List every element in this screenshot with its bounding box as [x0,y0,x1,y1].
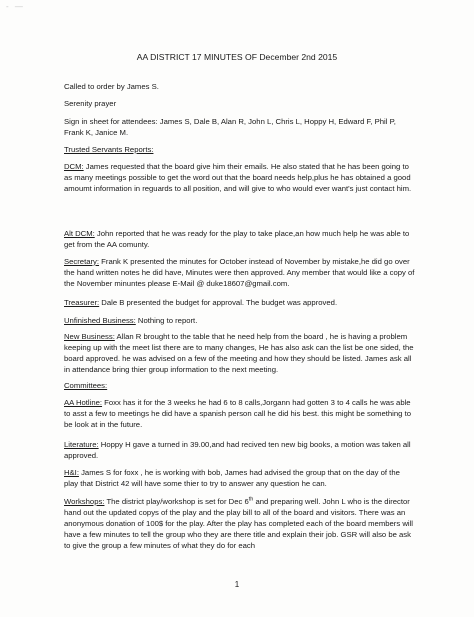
alt-dcm-report [64,229,416,251]
hi-report [64,468,416,490]
aa-hotline-text: Foxx has it for the 3 weeks he had 6 to 8 calls,Jorgann had gotten 3 to 4 calls he was able to asst a few to meetings he did have a spanish person call he did his best. this might be something to be look at in the future. [64,398,411,429]
hi-label: H&I: [64,468,79,477]
unfinished-business-report [64,316,416,327]
secretary-report [64,257,416,290]
aa-hotline-report [64,398,416,431]
sign-in-attendees: Sign in sheet for attendees: James S, Dale B, Alan R, John L, Chris L, Hoppy H, Edward F, Phil P, Frank K, Janice M. [64,117,396,137]
workshops-label: Workshops: [64,497,105,506]
workshops-superscript: th [248,496,254,503]
dcm-label: DCM: [64,162,84,171]
unfinished-business-label: Unfinished Business: [64,316,136,325]
alt-dcm-label: Alt DCM: [64,229,95,238]
treasurer-label: Treasurer: [64,298,100,307]
committees-heading: Committees: [64,381,108,390]
serenity-prayer: Serenity prayer [64,99,117,108]
hi-text: James S for foxx , he is working with bob, James had advised the group that on the day of the play that District 42 will have some thier to try to answer any question he can. [64,468,400,488]
minutes-title: AA DISTRICT 17 MINUTES OF December 2nd 2015 [136,52,338,62]
page-number: 1 [234,580,240,589]
literature-text: Hoppy H gave a turned in 39.00,and had recived ten new big books, a motion was taken all approved. [64,440,411,460]
aa-hotline-label: AA Hotline: [64,398,103,407]
treasurer-report [64,298,416,309]
scan-mark: - — [6,2,25,11]
secretary-text: Frank K presented the minutes for October instead of November by mistake,he did go over the hand written notes he did have, Minutes were then approved. Any member that would like a copy of the November minuntes please E-Mail @ duke18607@gmail.com. [64,257,415,288]
alt-dcm-text: John reported that he was ready for the play to take place,an how much help he was able to get from the AA comunty. [64,229,410,249]
workshops-text-after: and preparing well. John L who is the director hand out the updated copys of the play and the play bill to all of the board and visitors. There was an anonymous donation of 100$ for the play. After the play has completed each of the board members will have a few minutes to tell the group who they are there title and explain their job. GSR will also be ask to give the group a few minutes of what they do for each [64,497,413,550]
new-business-text: Allan R brought to the table that he need help from the board , he is having a problem keeping up with the meet list there are to many changes, He has also ask can the list be one sided, the board approved. he was advised on a few of the meeting and how they should be listed. James ask all in attendance bring thier group information to the next meeting. [64,332,414,374]
literature-label: Literature: [64,440,99,449]
dcm-report [64,162,416,195]
secretary-label: Secretary: [64,257,100,266]
dcm-text: James requested that the board give him their emails. He also stated that he has been going to as many meetings possible to get the word out that the board needs help,plus he has obtained a good amoumt information in reguards to all position, and will give to who would ever want's just contact him. [64,162,412,193]
unfinished-business-text: Nothing to report. [135,316,198,325]
workshops-report [64,497,416,552]
new-business-report [64,332,416,376]
literature-report [64,440,416,462]
treasurer-text: Dale B presented the budget for approval. The budget was approved. [99,298,338,307]
trusted-servants-heading: Trusted Servants Reports: [64,145,154,154]
workshops-text-before: The district play/workshop is set for Dec 6 [104,497,249,506]
called-to-order: Called to order by James S. [64,82,159,91]
new-business-label: New Business: [64,332,115,341]
